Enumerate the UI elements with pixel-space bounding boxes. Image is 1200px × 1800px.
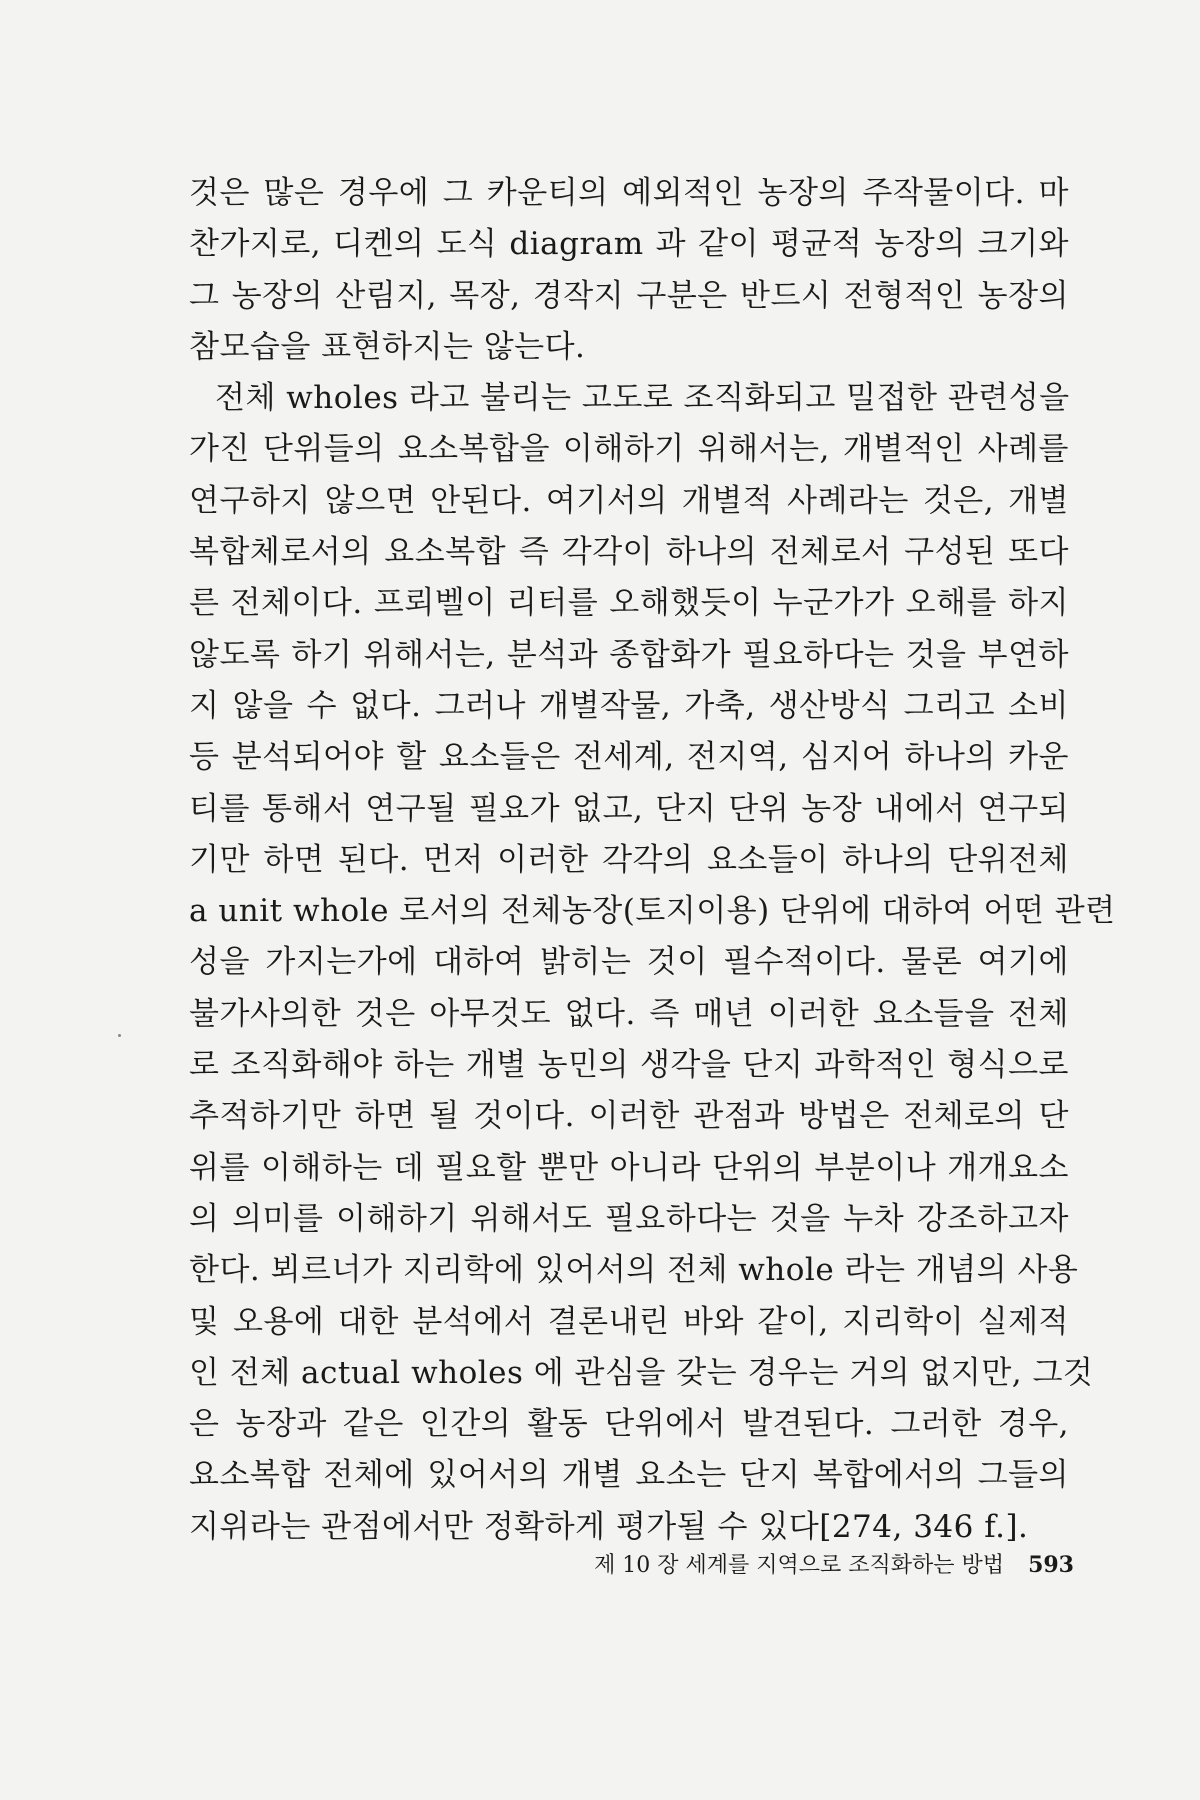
text-line: 그 농장의 산림지, 목장, 경작지 구분은 반드시 전형적인 농장의 <box>189 277 1069 314</box>
text-line: 티를 통해서 연구될 필요가 없고, 단지 단위 농장 내에서 연구되 <box>189 790 1069 827</box>
page-footer <box>594 1548 1074 1579</box>
text-line: 인 전체 actual wholes 에 관심을 갖는 경우는 거의 없지만, 그것 <box>189 1354 1094 1391</box>
text-line: 등 분석되어야 할 요소들은 전세계, 전지역, 심지어 하나의 카운 <box>189 739 1069 776</box>
text-line: 가진 단위들의 요소복합을 이해하기 위해서는, 개별적인 사례를 <box>189 431 1069 468</box>
text-line: 로 조직화해야 하는 개별 농민의 생각을 단지 과학적인 형식으로 <box>189 1047 1069 1084</box>
text-line: 성을 가지는가에 대하여 밝히는 것이 필수적이다. 물론 여기에 <box>189 944 1069 981</box>
text-line: 않도록 하기 위해서는, 분석과 종합화가 필요하다는 것을 부연하 <box>189 636 1069 673</box>
text-line: 지 않을 수 없다. 그러나 개별작물, 가축, 생산방식 그리고 소비 <box>189 687 1069 724</box>
text-line: 위를 이해하는 데 필요할 뿐만 아니라 단위의 부분이나 개개요소 <box>189 1149 1069 1186</box>
text-line: 기만 하면 된다. 먼저 이러한 각각의 요소들이 하나의 단위전체 <box>189 841 1069 878</box>
text-line: 은 농장과 같은 인간의 활동 단위에서 발견된다. 그러한 경우, <box>189 1406 1069 1443</box>
page-number: 593 <box>1028 1552 1074 1578</box>
text-line: a unit whole 로서의 전체농장(토지이용) 단위에 대하여 어떤 관련 <box>189 893 1116 930</box>
paragraph-2 <box>189 373 1116 1553</box>
text-line: 른 전체이다. 프뢰벨이 리터를 오해했듯이 누군가가 오해를 하지 <box>189 585 1069 622</box>
text-line: 연구하지 않으면 안된다. 여기서의 개별적 사례라는 것은, 개별 <box>189 482 1069 519</box>
text-line: 지위라는 관점에서만 정확하게 평가될 수 있다[274, 346 f.]. <box>189 1508 1029 1545</box>
text-line: 의 의미를 이해하기 위해서도 필요하다는 것을 누차 강조하고자 <box>189 1200 1069 1237</box>
text-line: 전체 wholes 라고 불리는 고도로 조직화되고 밀접한 관련성을 <box>215 380 1070 417</box>
text-line: 찬가지로, 디켄의 도식 diagram 과 같이 평균적 농장의 크기와 <box>189 226 1069 263</box>
text-line: 한다. 뵈르너가 지리학에 있어서의 전체 whole 라는 개념의 사용 <box>189 1252 1079 1289</box>
text-line: 참모습을 표현하지는 않는다. <box>189 328 586 365</box>
text-line: 및 오용에 대한 분석에서 결론내린 바와 같이, 지리학이 실제적 <box>189 1303 1069 1340</box>
text-line: 추적하기만 하면 될 것이다. 이러한 관점과 방법은 전체로의 단 <box>189 1098 1069 1135</box>
body-text <box>189 168 1116 1553</box>
chapter-title: 제 10 장 세계를 지역으로 조직화하는 방법 <box>594 1553 1005 1578</box>
text-line: 것은 많은 경우에 그 카운티의 예외적인 농장의 주작물이다. 마 <box>189 175 1069 211</box>
text-line: 요소복합 전체에 있어서의 개별 요소는 단지 복합에서의 그들의 <box>189 1457 1069 1494</box>
text-line: 불가사의한 것은 아무것도 없다. 즉 매년 이러한 요소들을 전체 <box>189 995 1069 1032</box>
paragraph-1 <box>189 168 1069 373</box>
scan-speck <box>118 1034 121 1037</box>
text-line: 복합체로서의 요소복합 즉 각각이 하나의 전체로서 구성된 또다 <box>189 534 1069 571</box>
